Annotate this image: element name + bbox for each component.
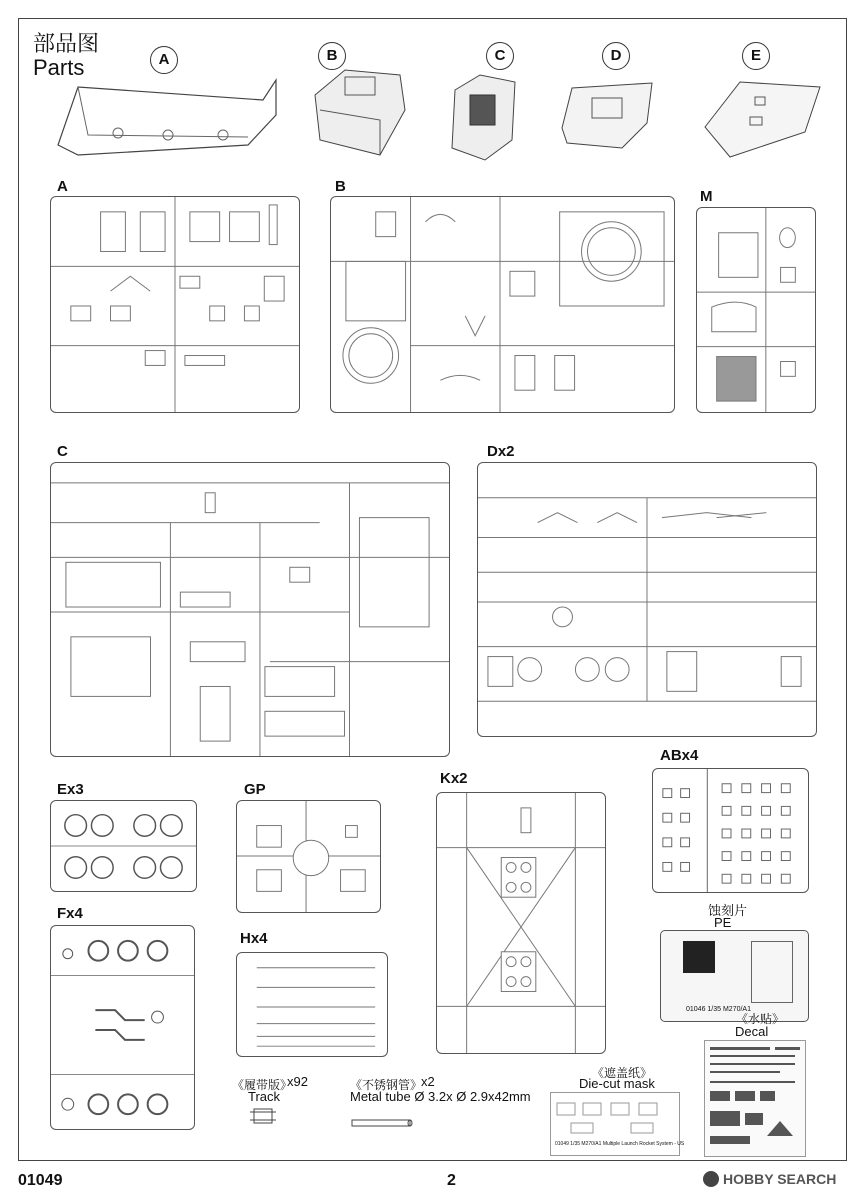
sprue-m-label: M [700, 188, 713, 205]
track-count: x92 [287, 1074, 308, 1089]
sprue-h-label: Hx4 [240, 930, 268, 947]
assembly-a-label: A [150, 46, 178, 74]
watermark-text: HOBBY SEARCH [723, 1171, 837, 1187]
mask-label-chinese: 《遮盖纸》 [592, 1066, 653, 1080]
assembly-b-label: B [318, 42, 346, 70]
sprue-gp-frame [236, 800, 381, 913]
track-link-icon [250, 1106, 276, 1126]
product-code: 01049 [18, 1172, 63, 1189]
assembly-e-drawing [700, 72, 825, 162]
assembly-d-drawing [552, 78, 662, 153]
mask-label-english: Die-cut mask [579, 1076, 655, 1091]
sprue-k-frame [436, 792, 606, 1054]
metal-tube-icon [350, 1117, 415, 1129]
track-label-chinese: 《履带版》 [232, 1078, 293, 1092]
pe-code: 01046 1/35 M270/A1 [686, 1006, 751, 1013]
sprue-h-frame [236, 952, 388, 1057]
mask-sheet [550, 1092, 685, 1156]
decal-sheet [704, 1040, 806, 1157]
pe-grille [683, 941, 715, 973]
sprue-e-frame [50, 800, 197, 892]
sprue-b-label: B [335, 178, 346, 195]
page-number: 2 [447, 1172, 456, 1189]
tube-count: x2 [421, 1074, 435, 1089]
sprue-d-label: Dx2 [487, 443, 515, 460]
watermark [703, 1170, 853, 1190]
pe-label-english: PE [714, 915, 732, 930]
assembly-d-label: D [602, 42, 630, 70]
sprue-c-frame [50, 462, 450, 757]
decal-label-english: Decal [735, 1024, 769, 1039]
sprue-a-frame [50, 196, 300, 413]
pe-label-chinese: 蚀刻片 [708, 903, 748, 918]
decal-markings [705, 1041, 805, 1156]
assembly-e-label: E [742, 42, 770, 70]
assembly-c-label: C [486, 42, 514, 70]
watermark-logo-icon [703, 1171, 719, 1187]
sprue-f-label: Fx4 [57, 905, 83, 922]
sprue-b-frame [330, 196, 675, 413]
assembly-c-drawing [440, 70, 525, 165]
sprue-e-label: Ex3 [57, 781, 84, 798]
sprue-a-label: A [57, 178, 68, 195]
mask-caption: 01049 1/35 M270/A1 Multiple Launch Rocket System - US [555, 1141, 685, 1147]
assembly-a-drawing [48, 75, 278, 160]
tube-label-english: Metal tube Ø 3.2x Ø 2.9x42mm [350, 1089, 531, 1104]
sprue-f-frame [50, 925, 195, 1130]
sprue-ab-frame [652, 768, 809, 893]
sprue-ab-label: ABx4 [660, 747, 699, 764]
decal-label-chinese: 《水贴》 [736, 1012, 785, 1026]
title-chinese: 部品图 [33, 31, 100, 56]
sprue-k-label: Kx2 [440, 770, 468, 787]
track-label-english: Track [248, 1089, 281, 1104]
pe-panel [751, 941, 793, 1003]
sprue-c-label: C [57, 443, 68, 460]
sprue-gp-label: GP [244, 781, 266, 798]
title-english: Parts [33, 55, 85, 80]
mask-shapes [551, 1093, 679, 1143]
pe-fret [660, 930, 809, 1022]
sprue-m-frame [696, 207, 816, 413]
assembly-b-drawing [305, 65, 415, 160]
tube-label-chinese: 《不锈钢管》 [350, 1078, 423, 1092]
sprue-d-frame [477, 462, 817, 737]
